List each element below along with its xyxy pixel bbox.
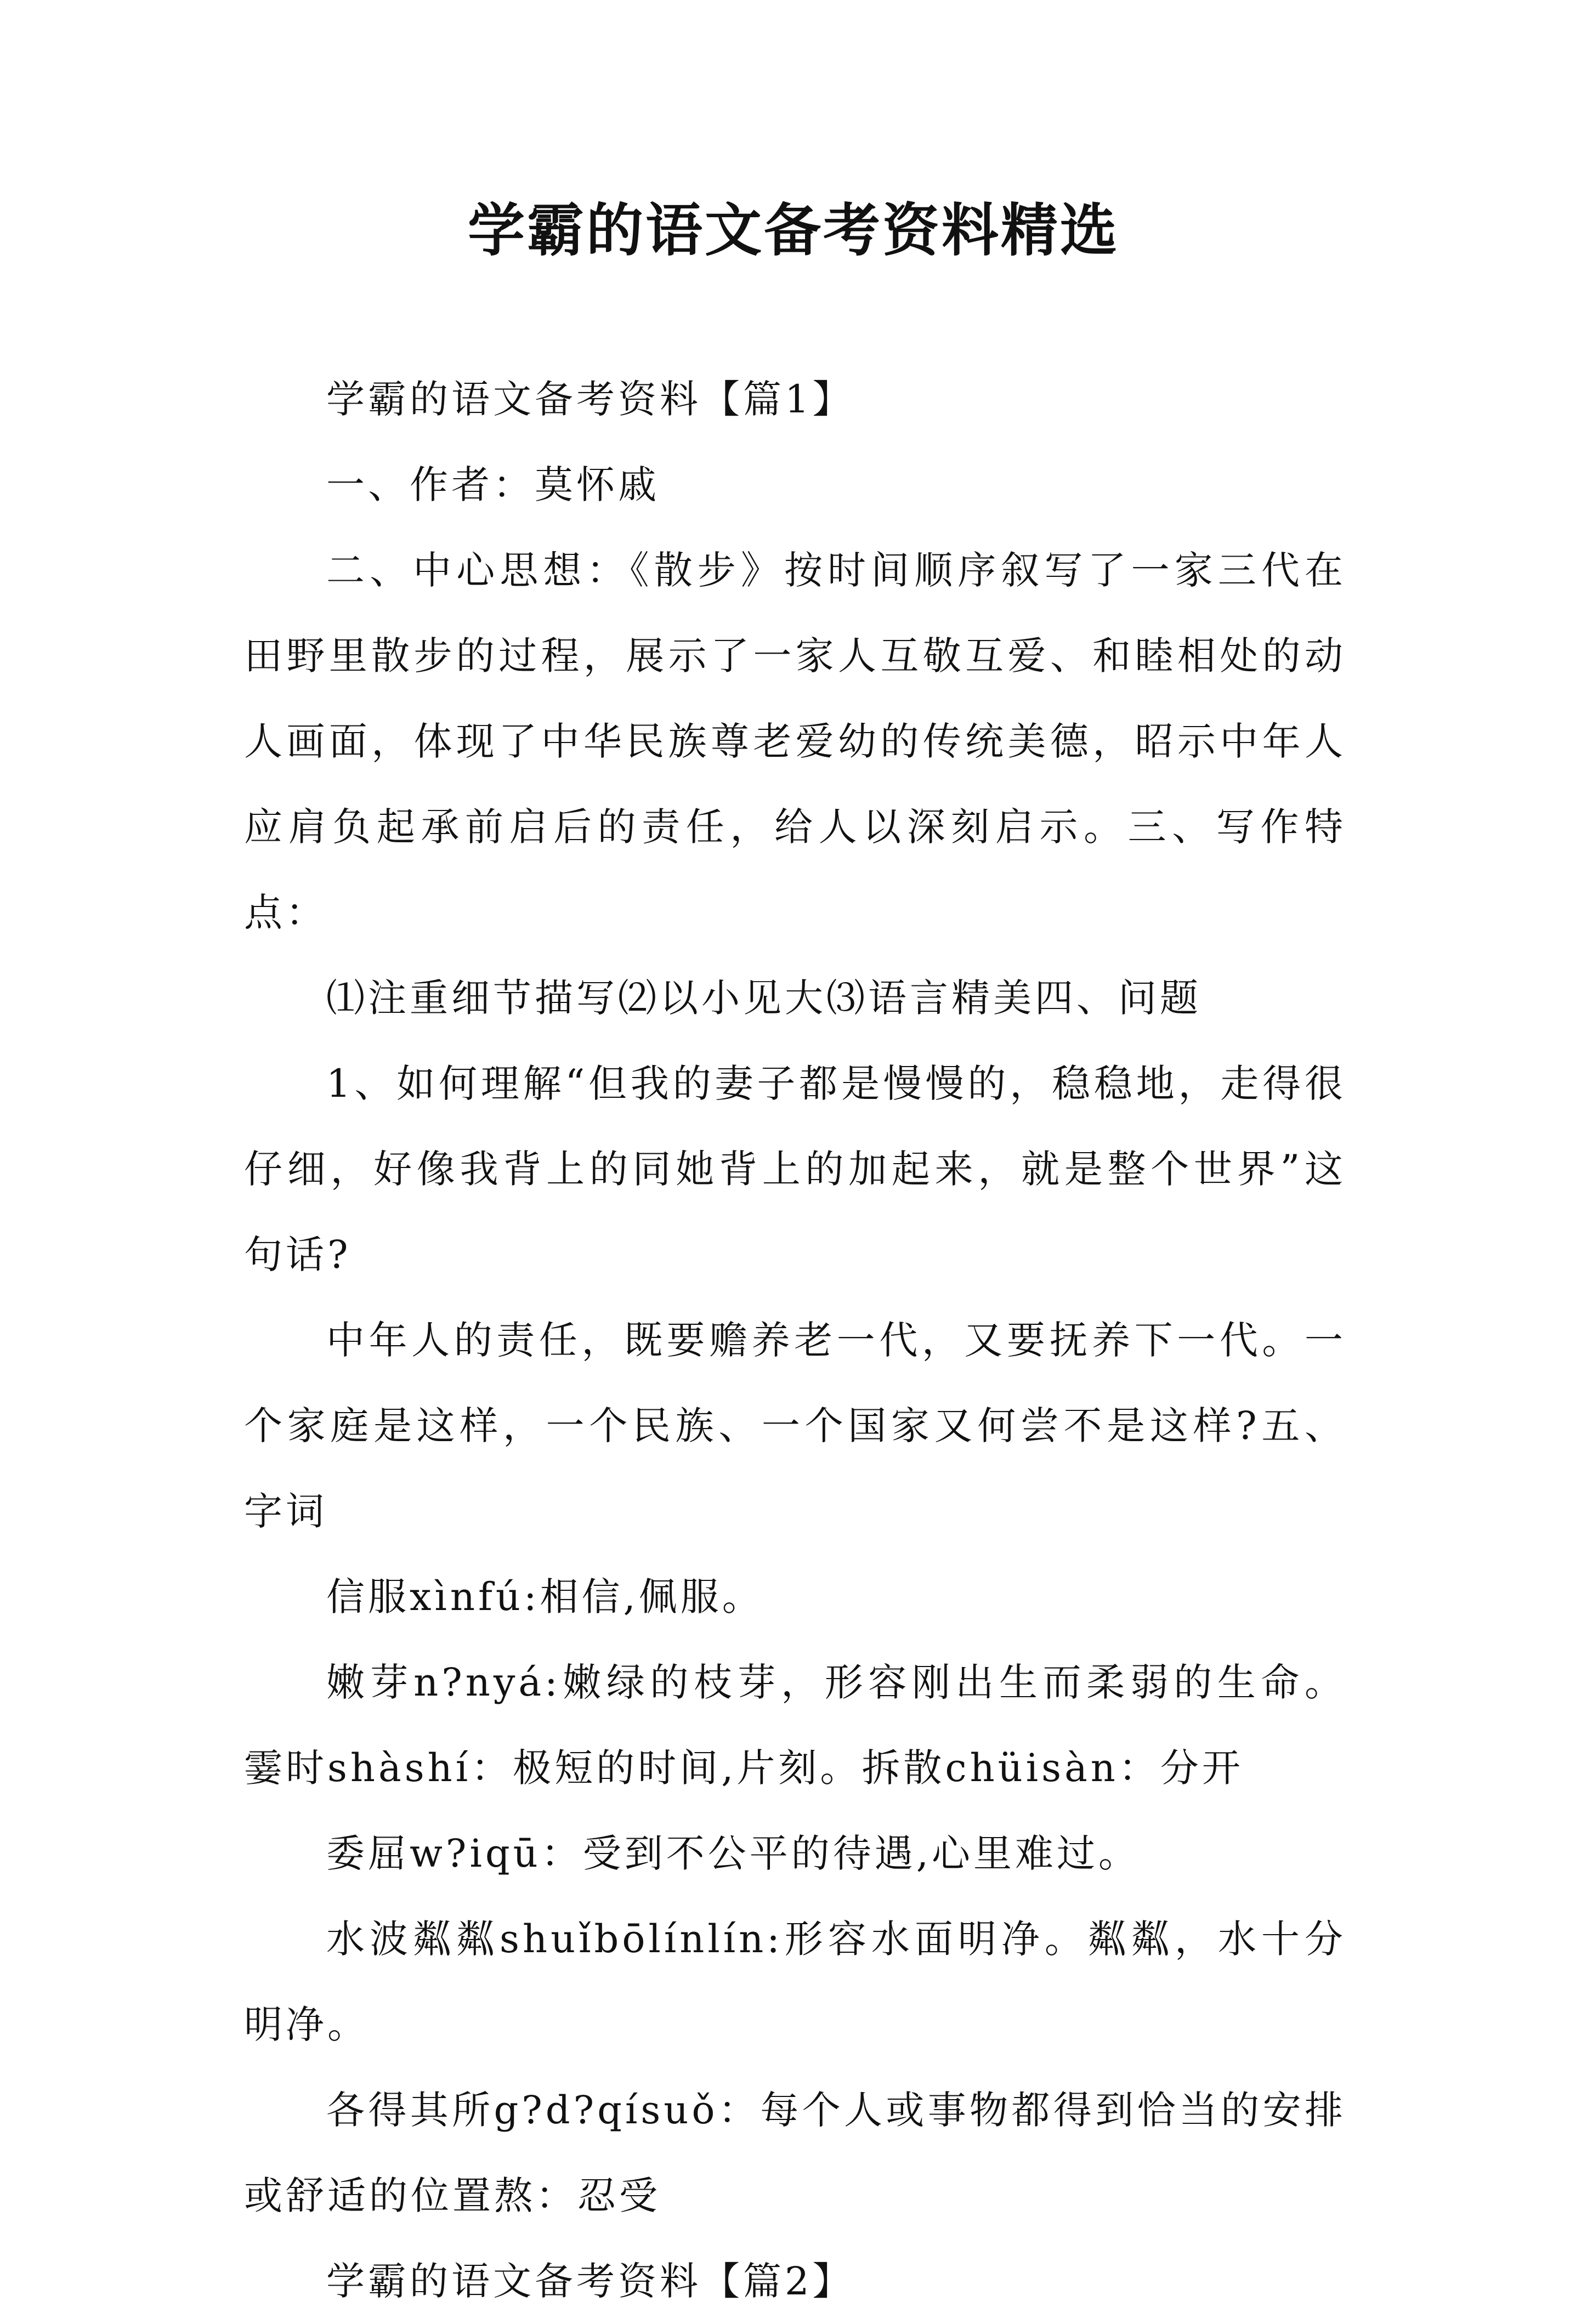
paragraph-writing-features: ⑴注重细节描写⑵以小见大⑶语言精美四、问题 [326, 976, 1201, 1021]
paragraph-question-1: 1、如何理解“但我的妻子都是慢慢的，稳稳地，走得很仔细，好像我背上的同她背上的加起来，就是整个世界”这句话? [244, 1061, 1346, 1277]
paragraph-answer-1: 中年人的责任，既要赡养老一代，又要抚养下一代。一个家庭是这样，一个民族、一个国家又何尝不是这样?五、字词 [244, 1318, 1346, 1534]
paragraph-vocab-xinfu: 信服xìnfú:相信,佩服。 [326, 1574, 764, 1619]
paragraph-vocab-gedeqisuo: 各得其所g?d?qísuǒ：每个人或事物都得到恰当的安排或舒适的位置熬：忍受 [244, 2088, 1346, 2218]
document-title: 学霸的语文备考资料精选 [467, 196, 1119, 264]
paragraph-vocab-nenya: 嫩芽n?nyá:嫩绿的枝芽，形容刚出生而柔弱的生命。霎时shàshí：极短的时间,片刻。拆散chüisàn：分开 [244, 1660, 1346, 1790]
paragraph-vocab-weiqu: 委屈w?iqū：受到不公平的待遇,心里难过。 [326, 1831, 1140, 1876]
paragraph-author: 一、作者：莫怀戚 [326, 462, 660, 507]
paragraph-vocab-shuibo: 水波粼粼shuǐbōlínlín:形容水面明净。粼粼，水十分明净。 [244, 1917, 1346, 2047]
document-body [244, 356, 1346, 2324]
section-heading-2: 学霸的语文备考资料【篇2】 [326, 2259, 854, 2304]
paragraph-central-idea: 二、中心思想：《散步》按时间顺序叙写了一家三代在田野里散步的过程，展示了一家人互敬互爱、和睦相处的动人画面，体现了中华民族尊老爱幼的传统美德，昭示中年人应肩负起承前启后的责任，给人以深刻启示。三、写作特点： [244, 548, 1346, 935]
section-heading-1: 学霸的语文备考资料【篇1】 [326, 377, 854, 422]
